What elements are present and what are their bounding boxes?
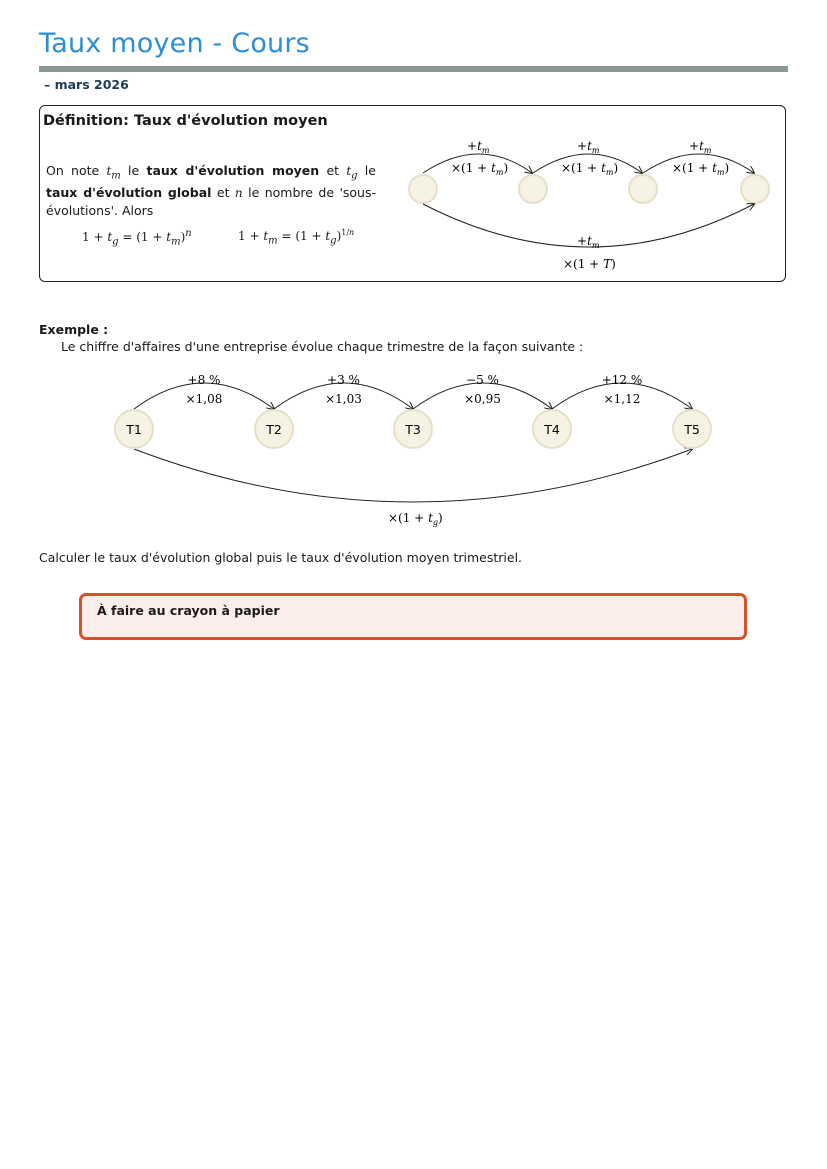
diagram-node-3 (629, 175, 657, 203)
svg-text:+tm: $+t_m$ (577, 234, 600, 250)
tg-symbol: $t_g$ (346, 164, 358, 182)
step-mult-4: ×1,12 (603, 392, 641, 406)
page-date: – mars 2026 (44, 77, 129, 92)
step-percent-3: −5 % (466, 373, 499, 387)
example-label: Exemple : (39, 322, 109, 337)
svg-text:+tm: $+t_m$ (689, 139, 712, 155)
svg-text:×(1 + tm): $\times(1 + t_m)$ (561, 161, 619, 177)
diagram-node-1 (409, 175, 437, 203)
step-mult-1: ×1,08 (185, 392, 223, 406)
svg-text:×(1 + tm): $\times(1 + t_m)$ (672, 161, 730, 177)
step-percent-1: +8 % (187, 373, 221, 387)
svg-text:+tm: $+t_m$ (467, 139, 490, 155)
svg-text:+tm: $+t_m$ (577, 139, 600, 155)
example-node-label-4: T4 (544, 422, 560, 437)
step-mult-3: ×0,95 (464, 392, 501, 406)
definition-text: On note $t_m$ le taux d'évolution moyen et $t_g$ le taux d'évolution global et n le nombre de 'sous-évolutions'. Alors (46, 163, 376, 219)
step-mult-2: ×1,03 (325, 392, 362, 406)
example-text: Le chiffre d'affaires d'une entreprise évolue chaque trimestre de la façon suivante : (61, 339, 584, 354)
example-diagram (100, 365, 730, 530)
diagram-node-2 (519, 175, 547, 203)
example-node-label-1: T1 (126, 422, 142, 437)
step-percent-2: +3 % (327, 373, 360, 387)
diagram-node-4 (741, 175, 769, 203)
example-node-label-5: T5 (684, 422, 700, 437)
formula-global: $1 + t_g = (1 + t_m)^n$ (82, 228, 192, 248)
page-title: Taux moyen - Cours (39, 28, 310, 59)
step-percent-4: +12 % (601, 373, 643, 387)
todo-label: À faire au crayon à papier (97, 603, 280, 618)
question-text: Calculer le taux d'évolution global puis le taux d'évolution moyen trimestriel. (39, 550, 523, 565)
title-rule (39, 66, 788, 72)
svg-text:×(1 + T): ×(1 + T) (563, 257, 616, 271)
svg-text:×(1 + tm): $\times(1 + t_m)$ (451, 161, 509, 177)
formula-mean: $1 + t_m = (1 + t_g)^{1/n}$ (238, 228, 355, 247)
definition-title: Définition: Taux d'évolution moyen (43, 113, 328, 129)
example-node-label-3: T3 (405, 422, 421, 437)
tm-symbol: $t_m$ (106, 164, 121, 182)
example-node-label-2: T2 (266, 422, 282, 437)
global-label: $\times(1 + t_g)$ (388, 511, 443, 527)
definition-diagram (395, 130, 785, 275)
